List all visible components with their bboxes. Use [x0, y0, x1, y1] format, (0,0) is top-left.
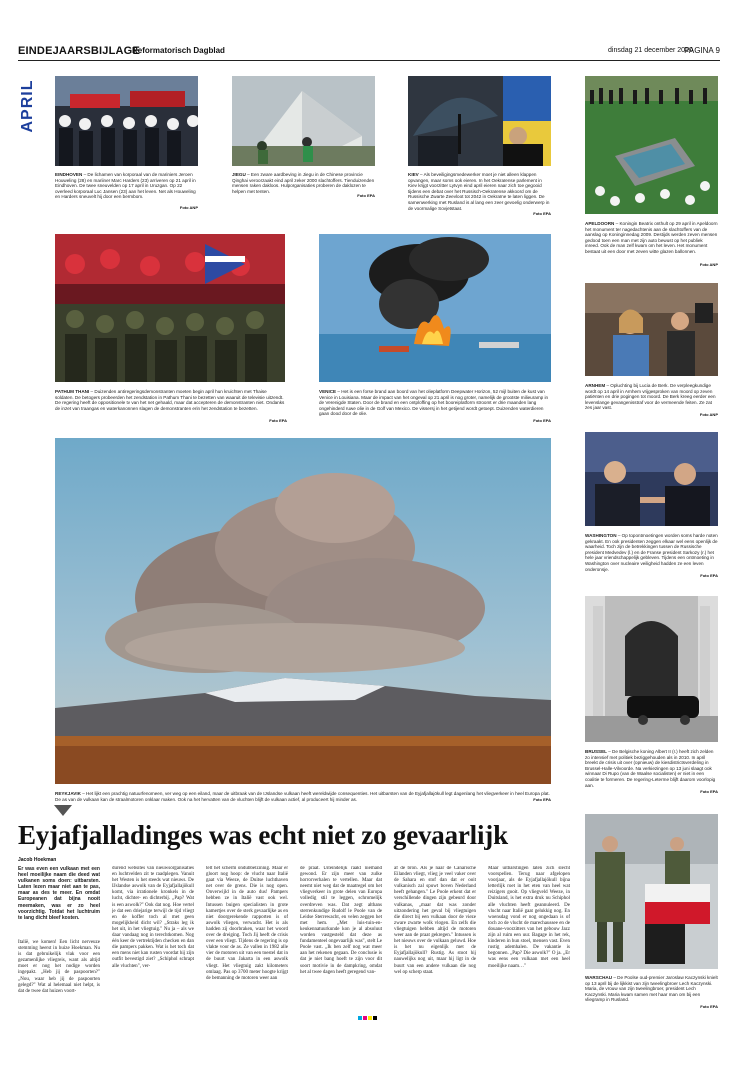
article-column-6: Maar uitbarstingen laten zich slecht voorspellen. Terug naar afgelopen voorjaar, als de Eyjafjallajökull bijna letterlijk roet in het eten van heel wat reizigers gooit. Op vliegveld Weeze, in Duitsland, is het extra druk nu Schiphol alle vluchten heeft geannuleerd. De vlucht naar Italië gaat gelukkig nog. En woensdag vond er nog ongedaan is of toch zo de vlucht de marechaussee en de douane-voorzitters van het gebouw Jazz zijn al ruim een uur. Bagage in het rek, kinderen in hun stoel, mensen vast. Even rustig ademhalen. De vakantie is begonnen. „Pap? Die aswolk?" O ja. „Er was eens een vulkaan met een heel moeilijke naam…" [488, 866, 570, 969]
caption-brussel: BRUSSEL – De Belgische koning Albert II (r.) heeft zich zelden zo intensief met politiek beziggehouden als in 2010. In april breekt de crisis uit over (opnieuw) de kiesdistrictsverdeling in Brussel-Halle-Vilvoorde. Na verkiezingen op 13 juni slaagt ook winnaar Di Rupo (van de Waalse socialisten) er niet in een coalitie te formeren. De regering-Leterme blijft daarom voorlopig aan. [585, 749, 716, 788]
photo-pathum-thani [55, 234, 285, 382]
credit-kiev: Foto EPA [533, 211, 551, 216]
article-column-2: durend websites van nieuwsorganisaties en luchtvelden zit te raadplegen. Vanuit het Westen is het steeds wat nieuws. De IJslandse aswolk van de Eyjafjallajökull komt, via irrationele kronkels in de lucht, dichter- en dichterbij. „Pap? Wat is een aswolk?" Ook dat nog. Hoe vertel je dat een driejarige terwijl de tijd vliegt en de koffer toch al met geen mogelijkheid dicht wil? „Straks leg ik het uit, in het vliegtuig." Nu ja – als we daar vandaag nog in terechtkomen. Nog één keer de vertrektijden checken en dan die pampers pakken. Wat is het toch dat een mens niet kan rusten voordat hij zijn outfit bevestigd ziet? „Schiphol schrapt alle vluchten", ver- [112, 866, 194, 969]
issue-date: dinsdag 21 december 2010 [608, 47, 693, 54]
article-column-3: telt het scherm ondubbelzinnig. Maar er gloort nog hoop: de vlucht naar Italië gaat via Weeze, de Duitse luchthaven net over de grens. Die is nog open. Onverwijld in de auto dus! Pampers hebben ze in Italië vast ook wel. Intussen buigen specialisten in grote kamertjes over de sterk gevaarlijke as en niet doorgerekende rapporten is of aswolk vliegen, verwacht. Het is als hadden zij doorbraken, waar het woord over de dreiging. Toch Jij heeft de crisis over een vliegt. Tijdens de regering is op vlakte voor de as. Ze vallen in 1982 alle vier de motoren uit van een toestel dat in de buurt van Jakarta in een aswolk vliegt. Het vliegtuig zakt kilometers omlaag. Pas op 3700 meter hoogte krijgt de bemanning de motoren weer aan [206, 866, 288, 981]
credit-warschau: Foto EPA [700, 1004, 718, 1009]
photo-eindhoven [55, 76, 198, 166]
month-label: APRIL [19, 79, 36, 133]
photo-brussel [585, 596, 718, 742]
caption-arnhem: ARNHEM – Opluchting bij Lucia de Berk. De verpleegkundige wordt op 14 april in Arnhem vrijgesproken van moord op zeven patiënten en drie pogingen tot moord. De Berk kreeg eerder een levenslange gevangenisstraf voor de vermeende feiten. Ze zat zes jaar vast. [585, 383, 716, 411]
credit-pathum-thani: Foto EPA [269, 418, 287, 423]
caption-apeldoorn: APELDOORN – Koningin Beatrix onthult op 29 april in Apeldoorn het monument ter nagedachtenis aan de slachtoffers van de aanslag op Koninginnedag 2009. Destijds werden zeven mensen gedood toen een man met zijn auto bewust op het publiek inreed. Ook de man zelf kwam om het leven. Het monument bestaat uit een door met zeven witte glazen ballonnen. [585, 221, 718, 254]
caption-jiegu: JIEGU – Een zware aardbeving in Jiegu in de Chinese provincie Qinghai veroorzaakt eind april zeker 2000 slachtoffers. Tienduizenden mensen raken dakloos. Hulporganisaties proberen de daklozen te helpen met tenten. [232, 172, 375, 194]
photo-washington [585, 432, 718, 526]
photo-apeldoorn [585, 76, 718, 214]
photo-arnhem [585, 283, 718, 376]
newspaper-name: Reformatorisch Dagblad [132, 46, 225, 55]
caption-venice: VENICE – Het is een forse brand aan boord van het olieplatform Deepwater Horizon, 52 mijl buiten de kust van Venice in Louisiana. Maar de impact van het ongeval op 21 april is nog groter, namelijk de grootste milieuramp in de Verenigde Staten. Door de brand en een ontploffing op het booreiplatform stroomt er drie maanden lang ongehinderd ruwe olie in de Golf van Mexico. De vissersj in het getijend wordt getoept. Duizenden waterdieren gaan dood door de olie. [319, 389, 549, 417]
photo-warschau [585, 814, 718, 969]
photo-venice [319, 234, 551, 382]
credit-eindhoven: Foto ANP [179, 205, 198, 210]
page-number: PAGINA 9 [684, 46, 720, 55]
credit-washington: Foto EPA [700, 573, 718, 578]
credit-apeldoorn: Foto ANP [699, 262, 718, 267]
caption-pathum-thani: PATHUM THANI – Duizenden antiregeringsdemonstranten moeten begin april hun kruichten met Thaise soldaten. De betogers probeerden het zendstation in Pathum Thani te bezetten van waaruit de televisie uitzendt. De regering heeft de oppositionele tv van het net gehaald, maar dat accepteren de demonstranten niet. Ondanks de inzet van traangas en waterkanonnen slagen de demonstranten erin het zendstation te bezetten. [55, 389, 285, 411]
credit-jiegu: Foto EPA [357, 193, 375, 198]
article-headline: Eyjafjalladinges was echt niet zo gevaarlijk [18, 820, 508, 850]
photo-jiegu [232, 76, 375, 166]
article-author: Jacob Hoekman [18, 857, 57, 863]
caption-warschau: WARSCHAU – De Poolse oud-premier Jaroslaw Kaczynski knielt op 13 april bij de lijkkist van zijn tweelingbroer Lech Kaczynski. Maria, de vrouw van zijn tweelingbroer, president Lech Kaczynski. Maria kwam samen met haar man om bij een vliegramp in Rusland. [585, 975, 718, 1003]
credit-brussel: Foto EPA [700, 789, 718, 794]
photo-reykjavik [55, 438, 551, 784]
article-column-5: af de bron. Als je naar de Canarische Eilanden vliegt, vlieg je veel vaker over de Sahara en stof dan dat er ooit vulkanisch zal spuwt boven Nederland heeft gehangen." Le Poole erkent dat er verschillende dingen zijn gebeurd door vulkanas, „maar dat was zonder uitzondering het geval bij vliegtuigen die direct bij een vulkaan door de vieze zware zwarte wolk vlogen. En zelfs die vliegtuigen hebben altijd de motoren weer aan de praat gekregen." Intussen is het nieuws over de vulkaan geluwd. Hoe is het nu eigenlijk met de Eyjafjallajökull? Rustig. As stoot hij nauwelijks nog uit, maar hij ligt in de buurt van een andere vulkaan die nog wel op scherp staat. [394, 866, 476, 975]
credit-venice: Foto EPA [533, 418, 551, 423]
caption-washington: WASHINGTON – Op topontmoetingen worden soms harde noten gekraakt. En ook presidenten zeggen elkaar wel eens openlijk de waarheid. Toch zijn de betrekkingen tussen de Russische president Medvedev (l.) en de Franse president Sarkozy (r.) het hele jaar vriendschappelijk gebleven. Tijdens een ontmoeting in Washington over nucleaire veiligheid hadden ze een leven onderonsje. [585, 533, 718, 572]
credit-reykjavik: Foto EPA [533, 797, 551, 802]
photo-kiev [408, 76, 551, 166]
article-column-1: Italië, we komen! Een licht nerveuze stemming heerst in huize Hoekman. Nu is dat gebruikelijk vlak voor een gezamenlijke vliegreis, want als altijd moet er nog het nodige worden ingepakt. „Heb jij de paspoorten?" „Nou, waar heb jij de paspoorten gelegd?" Wat al helemaal niet helpt, is dat de twee dat huizen voort- [18, 940, 100, 994]
print-color-marks [358, 1016, 377, 1020]
article-lead: Er was even een vulkaan met een heel moeilijke naam die deed wat vulkanen soms doen: uitbarsten. Laten lezen maar niet aan te pas, maar as des te meer. En omdat Europeanen dat bijna nooit meemaken, was er zo heel voorzichtig. Totdat het luchtruim te lang dicht bleef kosten. [18, 866, 100, 921]
article-column-4: de praat. Uiteindelijk raakt niemand gewond. Er zijn meer van zulke horrorverhalen te vertellen. Maar dat neemt niet weg dat de maatregel om het vliegverkeer in grote delen van Europa volledig stil te leggen, schromelijk overdreven was. Dat zegt althans sterrenkundige Rudolf le Poole van de Leidse Sterrewacht, en velen zeggen het met hem. „Met luis-tuin-en-keukennatuurkunde kon je al absoluut worden vastgesteld dat deze as fundamenteel ongevaarlijk was", stelt Le Poole vast. „Ik ben zelf nog wat meer aan het rekenen gegaan. De conclusie is dat je niet bang hoeft te zijn voor dit soort motivie in de dampkring, omdat het al twee dagen heeft geregend van- [300, 866, 382, 975]
credit-arnhem: Foto ANP [699, 412, 718, 417]
pointer-arrow-icon [54, 805, 72, 816]
caption-eindhoven: EINDHOVEN – De lichamen van korporaal van de mariniers Jeroen Houweling (28) en mariiner Marc Harders (23) arriveren op 21 april in Eindhoven. De twee sneuvelden op 17 april in Uruzgan. Op 22 overleed korporaal Luc Jansen (23) aan het leven. Net als Houweling en Harders sneuvelt hij door een bermbom. [55, 172, 196, 200]
page-header [18, 45, 720, 61]
section-title: EINDEJAARSBIJLAGE [18, 45, 140, 57]
caption-kiev: KIEV – Als beveiligingsmedewerker moet je niet alleen klappen opvangen, maar soms ook eieren. In het Oekraïense parlement in Kiev krijgt voorzitter Lytvyn eind april eieren naar zich toe gegooid tijdens een debat over het Russisch-Oekraïense akkoord om de Russische Zwarte Zeevloot tot 2042 in Oekraïne te laten liggen. De samenwerking met Rusland is al lang een zeer gevoelig onderwerp in de voormalige Sovjetstaat. [408, 172, 550, 211]
caption-reykjavik: REYKJAVIK – Het lijkt een prachtig natuurfenomeen, ver weg op een eiland, maar de uitbraak van de IJslandse vulkaan heeft wereldwijde consequenties. Het uitbarsten van de Eyjafjallajökull legt dagenlang het vliegverkeer in heel Europa plat. De as van de vulkaan kan de straalmotoren onklaar maken. Ook na het hervatten van de vluchten blijft de vulkaan actief, al produceert hij minder as. [55, 791, 550, 802]
